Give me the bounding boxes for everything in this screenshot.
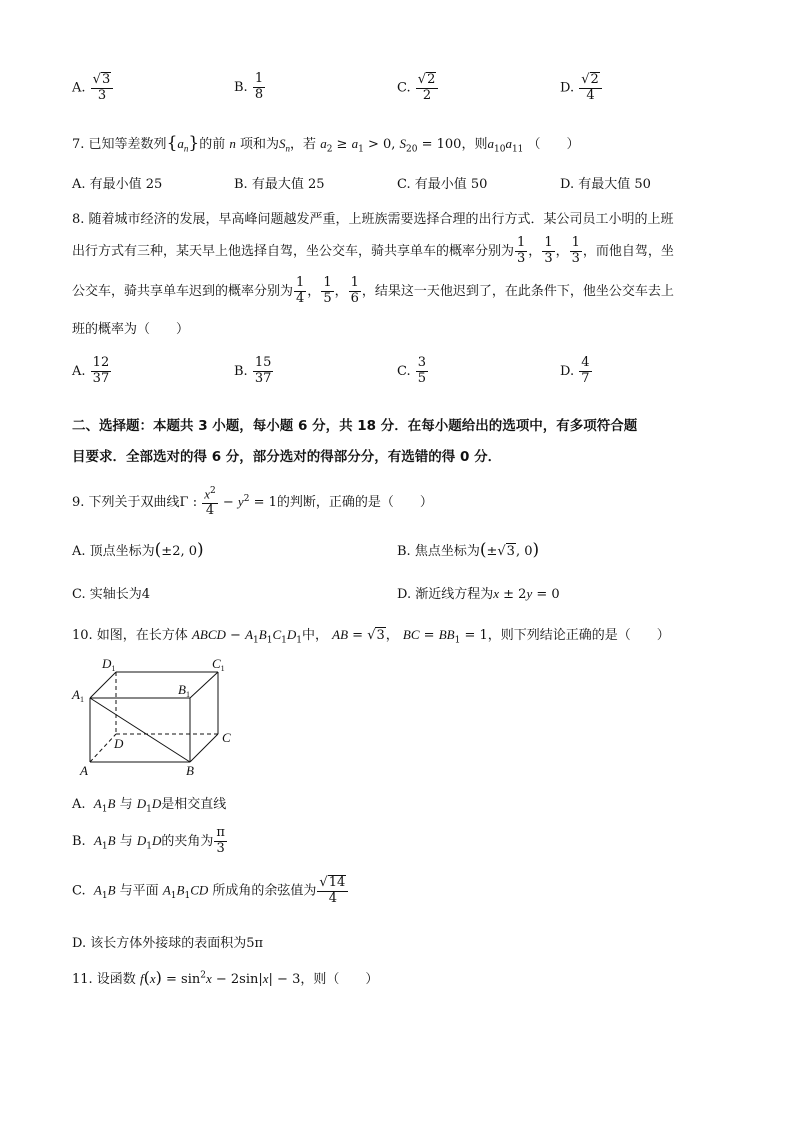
label-b1: $B_1$: [178, 682, 190, 699]
q9-option-b: B. 焦点坐标为(±√3, 0): [397, 540, 540, 560]
label-c: C: [222, 730, 231, 745]
q10-option-b: B. $A_1B$ 与 $D_1D$的夹角为 $\frac{\pi}{3}$: [72, 825, 225, 856]
section-heading-line-1: 二、选择题：本题共 3 小题，每小题 6 分，共 18 分．在每小题给出的选项中，有多项符合题: [72, 418, 638, 434]
q9-option-a: A. 顶点坐标为(±2, 0): [72, 540, 204, 560]
edge-b1c1: [190, 672, 218, 698]
q10-stem: 10. 如图，在长方体 ABCD − $A_1B_1C_1D_1$中， AB = √3， BC = $BB_1 = 1$，则下列结论正确的是（ ）: [72, 627, 670, 646]
q8-option-b: B. $\frac{15}{37}$: [234, 355, 272, 386]
option-label: D.: [560, 80, 575, 96]
option-label: C.: [397, 80, 411, 96]
fraction: $\frac{√2}{4}$: [579, 72, 602, 104]
label-d1: $D_1$: [102, 656, 116, 673]
q10-option-a: A. $A_1B$ 与 $D_1D$是相交直线: [72, 796, 227, 815]
q6-option-d: [560, 72, 603, 104]
cuboid-figure: [68, 652, 248, 780]
label-d: D: [114, 736, 124, 751]
fraction: $\frac{1}{8}$: [254, 71, 264, 102]
q8-line-4: 班的概率为（ ）: [72, 322, 190, 337]
q11-stem: 11. 设函数 $f(x) = \sin^2x - 2\sin|x| - 3$，则（ ）: [72, 968, 379, 987]
q9-option-d: D. 渐近线方程为x ± 2y = 0: [397, 586, 560, 602]
q8-option-c: C. $\frac{3}{5}$: [397, 355, 427, 386]
option-label: A.: [72, 80, 86, 96]
q10-option-c: C. $A_1B$ 与平面 $A_1B_1CD$ 所成角的余弦值为 $\frac{√14}{4}$: [72, 875, 349, 907]
edge-a1d1: [90, 672, 116, 698]
label-a: A: [80, 763, 88, 778]
q10-option-d: D. 该长方体外接球的表面积为5π: [72, 936, 264, 951]
q8-option-d: D. $\frac{4}{7}$: [560, 355, 590, 386]
section-heading-line-2: 目要求．全部选对的得 6 分，部分选对的得部分分，有选错的得 0 分．: [72, 449, 502, 465]
fraction: $\frac{√3}{3}$: [91, 72, 114, 104]
q7-option-a: A. 有最小值 25: [72, 177, 163, 192]
q7-option-b: B. 有最大值 25: [234, 177, 325, 192]
q6-option-c: [397, 72, 439, 104]
option-label: B.: [234, 79, 248, 95]
edge-bc: [190, 734, 218, 762]
label-b: B: [186, 763, 194, 778]
segment-a1b: [90, 698, 190, 762]
q7-stem: 7. 已知等差数列$\{a_n\}$的前 n 项和为$S_n$，若 $a_2 \ge a_1 > 0$, $S_{20} = 100$，则$a_{10}a_{11}$ （ ）: [72, 133, 580, 155]
label-a1: $A_1$: [72, 687, 84, 704]
edge-ad-hidden: [90, 734, 116, 762]
label-c1: $C_1$: [212, 656, 225, 673]
q6-option-b: [234, 72, 266, 103]
fraction: $\frac{√2}{2}$: [416, 72, 439, 104]
q7-option-c: C. 有最小值 50: [397, 177, 488, 192]
q9-stem: 9. 下列关于双曲线Γ : $\frac{x^2}{4}$ − $y^2 = 1$的判断，正确的是（ ）: [72, 486, 433, 519]
q6-option-a: [72, 72, 114, 104]
q8-option-a: A. $\frac{12}{37}$: [72, 355, 110, 386]
q8-line-3: 公交车，骑共享单车迟到的概率分别为 $\frac{1}{4}$ ， $\frac{1}{5}$ ， $\frac{1}{6}$ ，结果这一天他迟到了，在此条件下，他坐公交车去上: [72, 275, 674, 306]
q7-option-d: D. 有最大值 50: [560, 177, 651, 192]
q8-line-1: 8. 随着城市经济的发展，早高峰问题越发严重，上班族需要选择合理的出行方式．某公司员工小明的上班: [72, 212, 674, 227]
q9-option-c: C. 实轴长为4: [72, 587, 151, 602]
q8-line-2: 出行方式有三种，某天早上他选择自驾，坐公交车，骑共享单车的概率分别为 $\frac{1}{3}$ ， $\frac{1}{3}$ ， $\frac{1}{3}$ ，而他自驾，坐: [72, 235, 674, 266]
